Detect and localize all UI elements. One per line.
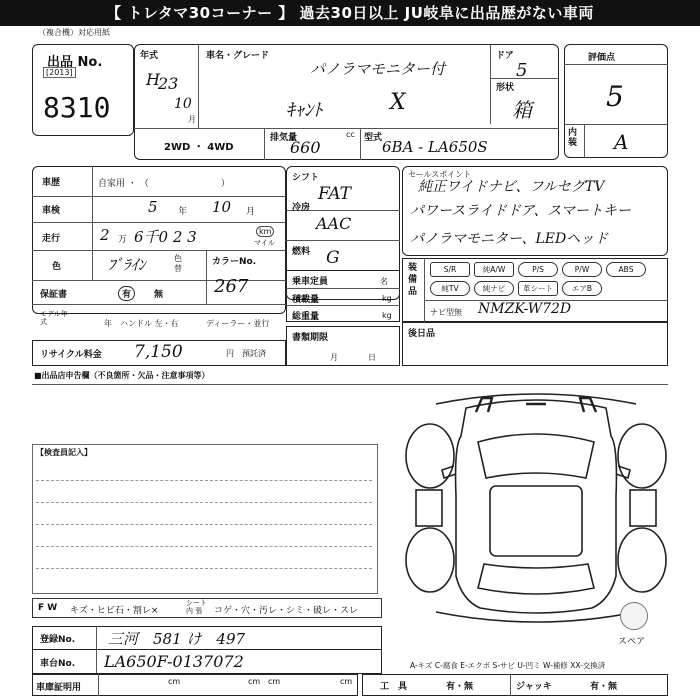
displacement-unit: cc	[346, 130, 355, 139]
lot-year-tag: [2013]	[43, 67, 76, 78]
equipment-item: 革シート	[518, 281, 558, 296]
tools-value: 有・無	[446, 682, 474, 692]
damage-legend: A-キズ C-腐食 E-エクボ S-サビ U-凹ミ W-補修 XX-交換済	[410, 661, 606, 670]
cert-c4: cm	[340, 677, 353, 686]
recycle-note: 預託済	[242, 349, 266, 358]
equipment-label: 装備品	[408, 263, 418, 297]
doors-value: 5	[516, 60, 528, 81]
body-type-label: 形状	[496, 83, 515, 93]
car-name-name: ｷｬﾝﾄ	[286, 100, 322, 121]
spare-icon	[620, 602, 648, 630]
sales-points-line2: パワースライドドア、スマートキー	[410, 203, 632, 219]
history-label: 車歴	[42, 178, 61, 188]
sales-points-label: セールスポイント	[408, 170, 472, 179]
equipment-item: P/S	[518, 262, 558, 277]
cert-c1: cm	[168, 677, 181, 686]
load-label: 積載量	[292, 295, 320, 305]
model-year-era: H	[146, 70, 160, 89]
history-options: 自家用 ・ （ ）	[98, 179, 230, 189]
warranty-no: 無	[154, 290, 164, 300]
aircon-label: 冷房	[292, 203, 311, 213]
model-year-month: 10	[174, 96, 192, 112]
chassis-value: LA650F-0137072	[104, 652, 244, 671]
evaluation-label: 評価点	[588, 53, 616, 63]
inspection-month-unit: 月	[246, 207, 256, 217]
equipment-item: 純ナビ	[474, 281, 514, 296]
color-change-label: 色替	[174, 254, 182, 273]
jack-label: ジャッキ	[516, 682, 552, 692]
chassis-label: 車台No.	[40, 659, 76, 669]
inspection-year-unit: 年	[178, 207, 188, 217]
registration-label: 書類期限	[292, 333, 329, 343]
legend-seat-desc: コゲ・穴・汚レ・シミ・破レ・スレ	[214, 606, 359, 616]
model-year-code-month: 年	[104, 319, 112, 328]
car-name-grade: X	[390, 90, 406, 115]
drive-label: 2WD ・ 4WD	[164, 142, 234, 153]
lot-label: 出品 No.	[47, 55, 103, 70]
banner: 【 トレタマ30コーナー 】 過去30日以上 JU岐阜に出品歴がない車両	[0, 0, 700, 26]
fuel-value: G	[326, 248, 340, 268]
load-unit: kg	[382, 294, 392, 303]
aircon-value: AAC	[316, 214, 352, 233]
fuel-label: 燃料	[292, 247, 311, 257]
nav-label: ナビ型無	[430, 308, 462, 317]
legend-fw: F W	[38, 603, 58, 613]
model-year-code-label: モデル年式	[40, 310, 68, 326]
mileage-man-unit: 万	[118, 235, 128, 245]
cert-c2: cm	[248, 677, 261, 686]
warranty-yes: 有	[118, 286, 135, 301]
mileage-unit2: マイル	[254, 239, 275, 247]
total-weight-unit: kg	[382, 311, 392, 320]
displacement-label: 排気量	[270, 133, 298, 143]
warranty-label: 保証書	[40, 290, 68, 300]
registration-unit: 月日	[330, 353, 406, 362]
recycle-unit: 円	[226, 349, 234, 358]
color-label: 色	[52, 262, 62, 272]
spare-label: スペア	[618, 637, 646, 647]
legend-seat: シート内 張	[186, 599, 207, 615]
equipment-item: S/R	[430, 262, 470, 277]
lot-number: 8310	[43, 91, 111, 124]
color-code: 267	[214, 276, 249, 297]
interior-value: A	[614, 130, 629, 154]
inspector-notes-box	[32, 444, 378, 594]
after-sales-label: 後日品	[408, 329, 436, 339]
mileage-label: 走行	[42, 234, 61, 244]
seller-notes-label: ■出品店申告欄（不良箇所・欠品・注意事項等）	[34, 371, 210, 380]
tools-row	[362, 674, 668, 696]
car-name-grade-note: パノラマモニター付	[310, 60, 446, 78]
equipment-item: ABS	[606, 262, 646, 277]
inspector-notes-label: 【検査員記入】	[36, 448, 92, 457]
car-diagram	[396, 386, 668, 630]
mileage-man: 2	[100, 226, 110, 244]
sales-points-line1: 純正ワイドナビ、フルセグTV	[418, 179, 605, 195]
model-year-code-handle: ハンドル 左・右	[120, 319, 179, 328]
capacity-unit: 名	[380, 277, 388, 286]
model-year-code-dealer: ディーラー・並行	[206, 319, 270, 328]
doors-label: ドア	[496, 51, 514, 61]
shift-label: シフト	[292, 173, 320, 183]
tools-label: 工 具	[380, 682, 408, 692]
recycle-value: 7,150	[134, 342, 183, 362]
equipment-item: 純A/W	[474, 262, 514, 277]
jack-value: 有・無	[590, 682, 618, 692]
recycle-label: リサイクル料金	[40, 350, 102, 360]
shift-value: FAT	[318, 184, 352, 204]
mileage-value: 6千0 2 3	[134, 228, 197, 246]
lot-box	[32, 44, 134, 136]
inspection-month: 10	[212, 198, 232, 216]
equipment-item: P/W	[562, 262, 602, 277]
corner-note: （複合機）対応用紙	[38, 28, 110, 37]
plate-label: 登録No.	[40, 635, 76, 645]
inspection-label: 車検	[42, 206, 61, 216]
model-code-label: 型式	[364, 133, 383, 143]
total-weight-label: 総重量	[292, 312, 320, 322]
color-value: ﾌﾞﾗｲﾝ	[108, 256, 146, 274]
mileage-unit: km	[256, 226, 274, 237]
nav-value: NMZK-W72D	[478, 301, 572, 317]
body-type-value: 箱	[512, 98, 532, 122]
model-year-year: 23	[158, 74, 179, 93]
model-year-month-unit: 月	[188, 115, 196, 124]
color-code-label: カラーNo.	[212, 257, 257, 267]
displacement-value: 660	[290, 138, 321, 157]
interior-label: 内装	[568, 128, 578, 148]
capacity-label: 乗車定員	[292, 277, 329, 287]
plate-value: 三河 581 け 497	[108, 630, 246, 648]
inspection-year: 5	[148, 198, 158, 216]
equipment-item: 純TV	[430, 281, 470, 296]
model-year-label: 年式	[140, 51, 159, 61]
equipment-item: エアB	[562, 281, 602, 296]
cert-label: 車庫証明用	[36, 683, 82, 693]
after-sales-box	[402, 322, 668, 366]
sales-points-line3: パノラマモニター、LEDヘッド	[410, 231, 609, 247]
model-code-value: 6BA - LA650S	[382, 138, 488, 156]
car-name-label: 車名・グレード	[206, 51, 270, 61]
legend-fw-desc: キズ・ヒビ石・割レ×	[70, 606, 159, 616]
evaluation-score: 5	[606, 80, 624, 113]
cert-c3: cm	[268, 677, 281, 686]
